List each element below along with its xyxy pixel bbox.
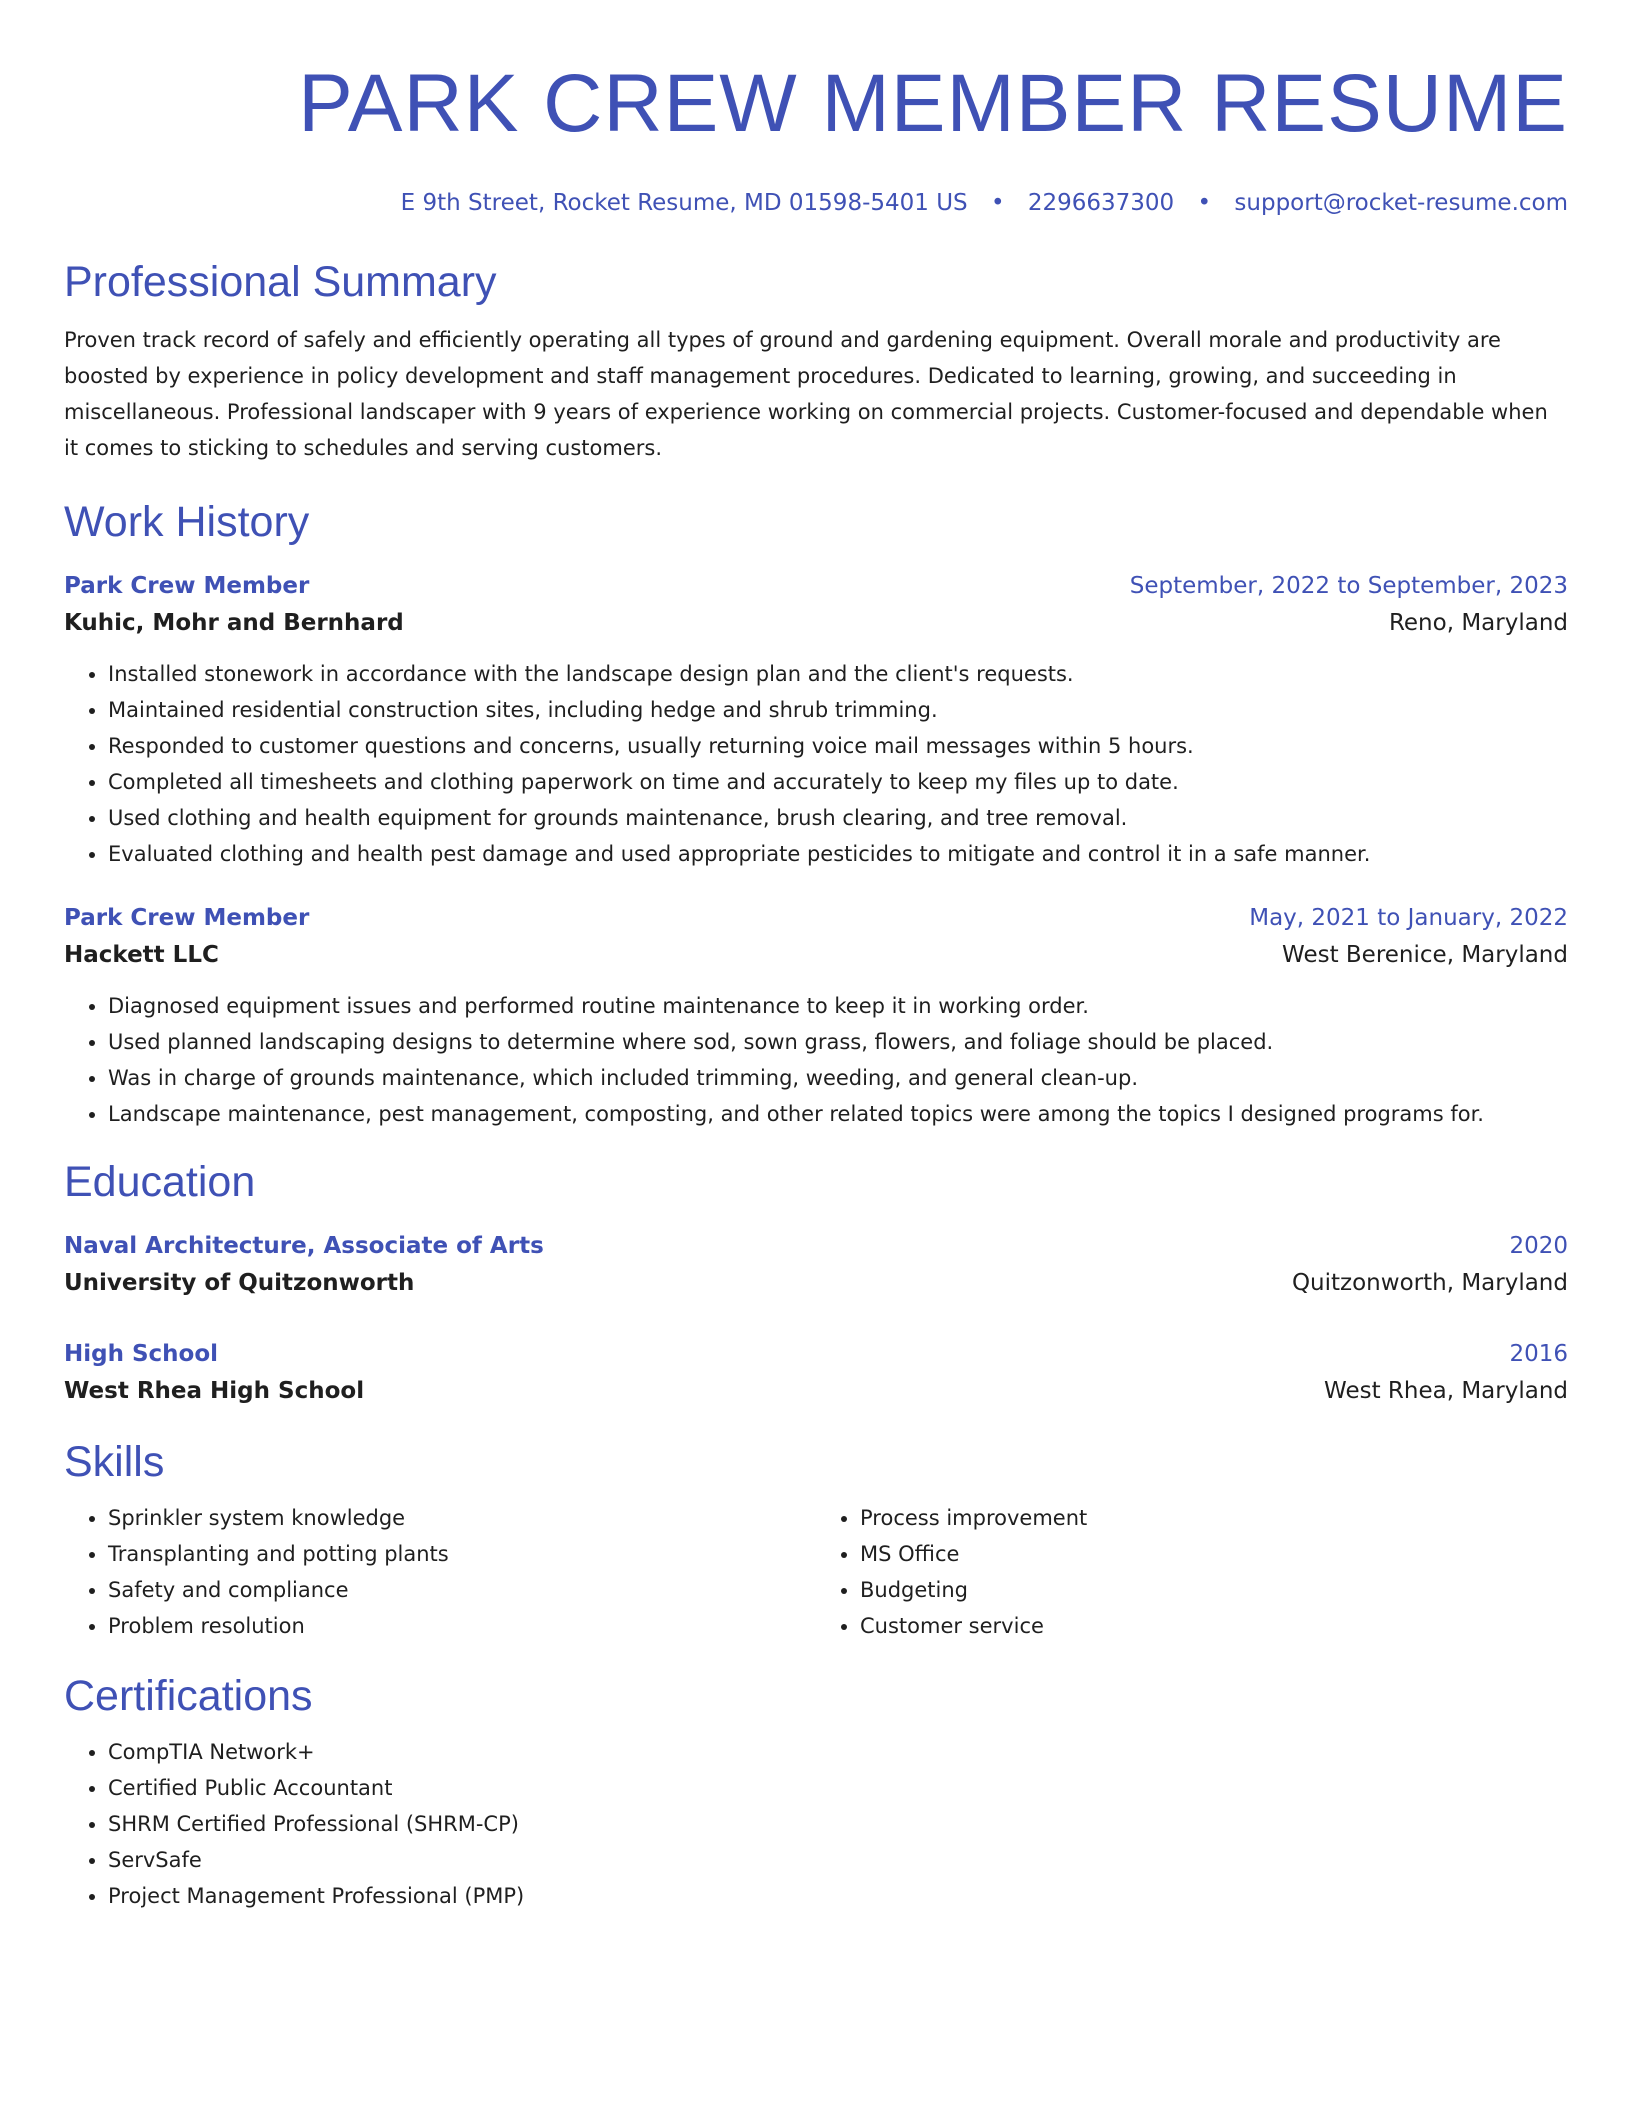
- list-item: • Process improvement: [860, 1500, 1568, 1536]
- job-entry: [64, 568, 1568, 872]
- education-header-row: [64, 1336, 1568, 1372]
- education-year: 2020: [1509, 1233, 1568, 1259]
- skills-list: [816, 1500, 1568, 1644]
- job-dates: May, 2021 to January, 2022: [1249, 905, 1568, 931]
- job-duties-list: [64, 988, 1568, 1132]
- skills-column-left: [64, 1500, 816, 1644]
- contact-email: support@rocket-resume.com: [1234, 190, 1568, 216]
- certifications-list: [64, 1734, 1568, 1914]
- skills-column-right: [816, 1500, 1568, 1644]
- summary-heading: Professional Summary: [64, 258, 497, 306]
- job-company-row: [64, 604, 1568, 642]
- work-history-section: [64, 496, 1568, 1132]
- education-section: [64, 1156, 1568, 1410]
- certifications-section: [64, 1670, 1568, 1914]
- job-duties-list: [64, 656, 1568, 872]
- job-company: Hackett LLC: [64, 942, 219, 968]
- list-item: • Project Management Professional (PMP): [108, 1878, 1568, 1914]
- education-school: University of Quitzonworth: [64, 1270, 415, 1296]
- list-item: • Used clothing and health equipment for grounds maintenance, brush clearing, and tree removal.: [108, 800, 1568, 836]
- contact-address: E 9th Street, Rocket Resume, MD 01598-5401 US: [400, 190, 968, 216]
- job-location: West Berenice, Maryland: [1282, 942, 1568, 968]
- list-item: • Safety and compliance: [108, 1572, 816, 1608]
- list-item: • Was in charge of grounds maintenance, which included trimming, weeding, and general clean-up.: [108, 1060, 1568, 1096]
- skills-list: [64, 1500, 816, 1644]
- list-item: • Sprinkler system knowledge: [108, 1500, 816, 1536]
- list-item: • ServSafe: [108, 1842, 1568, 1878]
- contact-separator: •: [1197, 190, 1212, 216]
- list-item: • Responded to customer questions and concerns, usually returning voice mail messages within 5 hours.: [108, 728, 1568, 764]
- job-entry: [64, 900, 1568, 1132]
- skills-grid: [64, 1500, 1568, 1644]
- education-year: 2016: [1509, 1341, 1568, 1367]
- list-item: • Evaluated clothing and health pest damage and used appropriate pesticides to mitigate and control it in a safe manner.: [108, 836, 1568, 872]
- contact-line: [64, 188, 1568, 218]
- job-dates: September, 2022 to September, 2023: [1129, 573, 1568, 599]
- education-entry: [64, 1336, 1568, 1410]
- list-item: • MS Office: [860, 1536, 1568, 1572]
- list-item: • Used planned landscaping designs to determine where sod, sown grass, flowers, and foliage should be placed.: [108, 1024, 1568, 1060]
- list-item: • Transplanting and potting plants: [108, 1536, 816, 1572]
- job-header-row: [64, 568, 1568, 604]
- job-header-row: [64, 900, 1568, 936]
- contact-phone: 2296637300: [1027, 190, 1175, 216]
- document-title: PARK CREW MEMBER RESUME: [298, 58, 1568, 149]
- list-item: • SHRM Certified Professional (SHRM-CP): [108, 1806, 1568, 1842]
- list-item: • CompTIA Network+: [108, 1734, 1568, 1770]
- education-heading: Education: [64, 1158, 256, 1206]
- job-role: Park Crew Member: [64, 905, 310, 931]
- skills-heading: Skills: [64, 1438, 165, 1486]
- education-entry: [64, 1228, 1568, 1302]
- education-school: West Rhea High School: [64, 1378, 365, 1404]
- list-item: • Customer service: [860, 1608, 1568, 1644]
- summary-text: Proven track record of safely and efficiently operating all types of ground and gardening equipment. Overall morale and productivity are boosted by experience in policy development and staff management procedures. Dedicated to learning, growing, and succeeding in miscellaneous. Professional landscaper with 9 years of experience working on commercial projects. Customer-focused and dependable when it comes to sticking to schedules and serving customers.: [64, 328, 1548, 460]
- summary-section: [64, 256, 1568, 466]
- skills-section: [64, 1436, 1568, 1644]
- list-item: • Landscape maintenance, pest management, composting, and other related topics were among the topics I designed programs for.: [108, 1096, 1568, 1132]
- education-location: Quitzonworth, Maryland: [1291, 1270, 1568, 1296]
- contact-separator: •: [990, 190, 1005, 216]
- education-location: West Rhea, Maryland: [1324, 1378, 1568, 1404]
- list-item: • Completed all timesheets and clothing paperwork on time and accurately to keep my files up to date.: [108, 764, 1568, 800]
- list-item: • Installed stonework in accordance with the landscape design plan and the client's requests.: [108, 656, 1568, 692]
- list-item: • Budgeting: [860, 1572, 1568, 1608]
- list-item: • Diagnosed equipment issues and performed routine maintenance to keep it in working order.: [108, 988, 1568, 1024]
- job-role: Park Crew Member: [64, 573, 310, 599]
- education-school-row: [64, 1372, 1568, 1410]
- list-item: • Problem resolution: [108, 1608, 816, 1644]
- list-item: • Certified Public Accountant: [108, 1770, 1568, 1806]
- job-company-row: [64, 936, 1568, 974]
- resume-header: [64, 56, 1568, 218]
- work-history-heading: Work History: [64, 498, 310, 546]
- education-degree: Naval Architecture, Associate of Arts: [64, 1233, 544, 1259]
- certifications-heading: Certifications: [64, 1672, 313, 1720]
- list-item: • Maintained residential construction sites, including hedge and shrub trimming.: [108, 692, 1568, 728]
- job-location: Reno, Maryland: [1388, 610, 1568, 636]
- job-company: Kuhic, Mohr and Bernhard: [64, 610, 404, 636]
- education-degree: High School: [64, 1341, 219, 1367]
- education-school-row: [64, 1264, 1568, 1302]
- education-header-row: [64, 1228, 1568, 1264]
